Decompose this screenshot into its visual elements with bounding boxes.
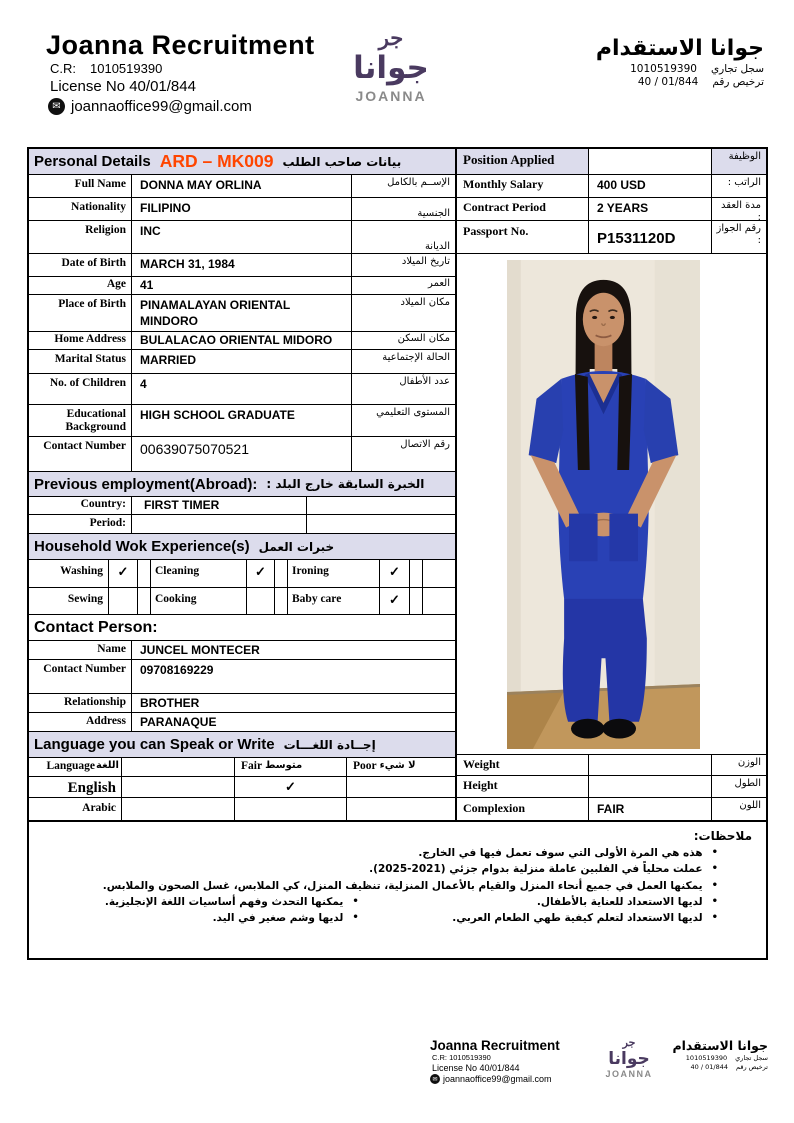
agency-title: Joanna Recruitment — [46, 30, 315, 60]
field-row-marital-status — [29, 350, 455, 374]
language-label: English — [29, 777, 122, 797]
previous-employment-title-arabic: الخبرة السابقة خارج البلد : — [266, 477, 425, 491]
previous-employment-title: Previous employment(Abroad): — [34, 475, 258, 493]
field-value: MARCH 31, 1984 — [132, 254, 352, 276]
note-bullet — [419, 894, 752, 910]
bullet-icon: • — [352, 912, 359, 924]
commercial-record-arabic — [596, 63, 764, 75]
field-value: 09708169229 — [140, 663, 214, 677]
contact-person-title: Contact Person: — [34, 618, 158, 636]
field-empty — [307, 497, 455, 514]
commercial-record — [50, 61, 315, 76]
field-value: FILIPINO — [132, 198, 352, 220]
field-value: HIGH SCHOOL GRADUATE — [132, 405, 352, 436]
field-label-arabic: تاريخ الميلاد — [401, 256, 450, 267]
checkbox-washing: ✓ — [109, 560, 138, 587]
filler-cell — [422, 560, 455, 587]
field-label: Age — [29, 277, 132, 294]
footer-agency-title-arabic: جوانا الاستقدام — [672, 1038, 768, 1053]
field-label: Passport No. — [457, 221, 589, 253]
note-bullet — [43, 861, 752, 877]
field-label: Marital Status — [29, 350, 132, 373]
experience-row-2 — [29, 588, 455, 615]
field-value: 41 — [132, 277, 352, 294]
field-row-contact-number — [29, 437, 455, 472]
footer-agency-info-arabic — [668, 1038, 768, 1071]
field-label-arabic: الديانة — [424, 241, 450, 252]
checkbox-english-poor — [347, 777, 455, 797]
language-col-header — [29, 758, 122, 776]
field-label: Full Name — [29, 175, 132, 197]
language-cell-empty — [122, 777, 235, 797]
footer-license-label-ar: ترخيص رقم — [736, 1063, 768, 1071]
field-value: 00639075070521 — [132, 437, 352, 471]
field-value — [589, 149, 712, 174]
agency-title-arabic: جوانا الاستقدام — [595, 36, 764, 61]
cr-label-ar: سجل تجاري — [710, 63, 764, 76]
col-poor-en: Poor — [353, 760, 377, 772]
footer-agency-info — [430, 1038, 590, 1084]
language-col-empty — [122, 758, 235, 776]
footer-cr-arabic — [668, 1054, 768, 1062]
field-row-position-applied — [457, 149, 766, 175]
field-label-arabic: الحالة الإجتماعية — [382, 352, 450, 363]
field-label: Name — [29, 641, 132, 659]
field-value: DONNA MAY ORLINA — [132, 175, 352, 197]
experience-label: Cleaning — [148, 560, 247, 587]
field-row-age — [29, 277, 455, 295]
note-text: يمكنها العمل في جميع أنحاء المنزل والقيام بالأعمال المنزلية، تنظيف المنزل، كي الملابس، غسل الصحون والملابس. — [102, 879, 703, 892]
fair-col-header — [235, 758, 347, 776]
field-label-arabic: رقم الجواز : — [716, 222, 761, 246]
field-row-passport — [457, 221, 766, 254]
field-value — [589, 755, 712, 775]
household-experience-title-arabic: خبرات العمل — [258, 539, 335, 554]
license-number-arabic — [596, 76, 764, 88]
field-row-full-name — [29, 175, 455, 198]
field-label-arabic: الإســم بالكامل — [387, 177, 450, 188]
field-label: No. of Children — [29, 374, 132, 404]
bullet-icon: • — [711, 912, 718, 924]
field-label: Period: — [29, 515, 132, 533]
notes-title: ملاحظات: — [693, 829, 752, 843]
field-value: BULALACAO ORIENTAL MIDORO — [132, 332, 352, 349]
field-value: PINAMALAYAN ORIENTAL MINDORO — [132, 295, 352, 331]
field-label: Address — [29, 713, 132, 731]
field-value: 2 YEARS — [589, 198, 712, 220]
email-icon: ✉ — [48, 98, 65, 115]
language-row-arabic — [29, 798, 455, 822]
checkbox-sewing — [109, 588, 138, 614]
field-label: Country: — [29, 497, 132, 514]
field-value: FIRST TIMER — [132, 497, 307, 514]
footer-commercial-record — [432, 1053, 590, 1062]
notes-section — [29, 822, 766, 958]
field-label-arabic: الطول — [734, 778, 761, 790]
field-label: Contact Number — [29, 660, 132, 693]
field-row-period — [29, 515, 455, 534]
field-label-arabic: الوزن — [737, 757, 761, 769]
applicant-code: ARD – MK009 — [159, 151, 274, 171]
field-value: FAIR — [589, 798, 712, 820]
field-label-arabic: الراتب : — [727, 176, 761, 188]
footer-license: License No 40/01/844 — [432, 1063, 520, 1073]
experience-label: Cooking — [148, 588, 247, 614]
field-row-weight — [457, 755, 766, 776]
field-value — [132, 515, 307, 533]
language-title-arabic: إجــادة اللغـــات — [283, 737, 376, 752]
field-row-home-address — [29, 332, 455, 350]
agency-email-row — [48, 98, 315, 115]
field-label: Complexion — [457, 798, 589, 820]
field-label: Contact Number — [29, 437, 132, 471]
agency-logo — [336, 28, 446, 104]
field-value: INC — [132, 221, 352, 253]
position-column — [457, 149, 766, 820]
page-header — [40, 26, 764, 140]
checkbox-cleaning: ✓ — [247, 560, 275, 587]
field-row-monthly-salary — [457, 175, 766, 198]
license-number: License No 40/01/844 — [50, 78, 196, 95]
note-bullet — [43, 845, 752, 861]
field-label-arabic: الوظيفة — [712, 149, 766, 174]
cr-value: 1010519390 — [90, 61, 163, 76]
bullet-icon: • — [352, 895, 359, 907]
household-experience-header — [29, 534, 455, 560]
experience-label: Ironing — [285, 560, 380, 587]
footer-cr-value-ar: 1010519390 — [685, 1054, 728, 1062]
field-label: Monthly Salary — [457, 175, 589, 197]
note-text: لديها الاستعداد لتعلم كيفية طهي الطعام العربي. — [452, 912, 703, 925]
field-label: Position Applied — [457, 149, 589, 174]
field-row-religion — [29, 221, 455, 254]
checkbox-cooking — [247, 588, 275, 614]
language-row-english — [29, 777, 455, 798]
bullet-icon: • — [711, 895, 718, 907]
footer-cr-label: C.R: — [432, 1053, 447, 1062]
language-cell-empty — [122, 798, 235, 822]
bullet-icon: • — [711, 879, 718, 891]
cr-label: C.R: — [50, 61, 76, 76]
checkbox-arabic-fair — [235, 798, 347, 822]
field-label: Home Address — [29, 332, 132, 349]
logo-mark-icon: جر — [622, 1037, 636, 1049]
field-label: Educational Background — [29, 405, 132, 436]
note-text: لديها الاستعداد للعناية بالأطفال. — [536, 895, 703, 908]
bullet-icon: • — [711, 847, 718, 858]
note-text: هذه هي المرة الأولى التي سوف تعمل فيها في الخارج. — [418, 847, 703, 859]
field-row-place-of-birth — [29, 295, 455, 332]
field-label-arabic: مكان الميلاد — [400, 297, 450, 308]
applicant-photo-graphic — [507, 260, 700, 749]
note-text: عملت محلياً في الفلبين عاملة منزلية بدوام جزئي (2021-2025). — [369, 863, 703, 876]
col-language-ar: اللغة — [96, 760, 119, 771]
field-value: JUNCEL MONTECER — [140, 643, 260, 657]
applicant-photo — [507, 260, 700, 749]
col-poor-ar: لا شيء — [379, 760, 416, 771]
footer-license-value-ar: 40 / 01/844 — [690, 1063, 729, 1071]
field-value: 400 USD — [589, 175, 712, 197]
footer-license-arabic — [668, 1063, 768, 1071]
note-bullet — [419, 910, 752, 926]
footer-email: joannaoffice99@gmail.com — [443, 1074, 552, 1084]
logo-mark-icon: جر — [378, 27, 404, 50]
footer-cr-label-ar: سجل تجاري — [735, 1054, 768, 1062]
license-value-ar: 40 / 01/844 — [637, 76, 699, 89]
field-row-country — [29, 497, 455, 515]
language-title: Language you can Speak or Write — [34, 736, 275, 753]
personal-details-title-arabic: بيانات صاحب الطلب — [282, 154, 402, 169]
field-label: Contract Period — [457, 198, 589, 220]
field-row-contract-period — [457, 198, 766, 221]
language-columns-row — [29, 758, 455, 777]
field-label-arabic: عدد الأطفال — [399, 376, 450, 387]
previous-employment-header — [29, 472, 455, 497]
field-label-arabic: اللون — [739, 800, 761, 812]
logo-latin-wordmark: JOANNA — [355, 87, 427, 104]
field-value: PARANAQUE — [140, 715, 217, 729]
field-label-arabic: مكان السكن — [397, 333, 450, 344]
personal-details-title: Personal Details — [34, 153, 151, 170]
note-text: لديها وشم صغير في اليد. — [212, 912, 344, 925]
col-fair-ar: متوسط — [265, 760, 303, 771]
field-label: Religion — [29, 221, 132, 253]
footer-email-row — [430, 1074, 590, 1084]
field-value: BROTHER — [140, 696, 200, 710]
note-bullet — [43, 910, 419, 926]
col-language-en: Language — [46, 760, 96, 772]
contact-person-header — [29, 615, 455, 641]
field-label: Weight — [457, 755, 589, 775]
field-label: Date of Birth — [29, 254, 132, 276]
poor-col-header — [347, 758, 455, 776]
checkbox-arabic-poor — [347, 798, 455, 822]
agency-info-block — [46, 30, 315, 115]
field-label-arabic: الجنسية — [417, 208, 450, 219]
experience-row-1 — [29, 560, 455, 588]
photo-cell — [457, 254, 766, 755]
filler-cell — [422, 588, 455, 614]
field-row-date-of-birth — [29, 254, 455, 277]
field-value: P1531120D — [589, 221, 712, 253]
checkbox-ironing: ✓ — [380, 560, 410, 587]
applicant-form — [27, 147, 768, 960]
bullet-icon: • — [711, 863, 718, 875]
field-empty — [307, 515, 455, 533]
experience-label: Washing — [29, 560, 109, 587]
footer-logo — [598, 1038, 660, 1079]
field-row-cp-address — [29, 713, 455, 732]
footer-agency-title: Joanna Recruitment — [430, 1038, 560, 1053]
checkbox-english-fair: ✓ — [235, 777, 347, 797]
field-row-education — [29, 405, 455, 437]
agency-info-arabic — [596, 36, 764, 88]
field-value: MARRIED — [132, 350, 352, 373]
field-row-cp-name — [29, 641, 455, 660]
field-row-height — [457, 776, 766, 798]
field-row-children — [29, 374, 455, 405]
col-fair-en: Fair — [241, 760, 263, 772]
footer-cr-value: 1010519390 — [449, 1053, 491, 1062]
checkbox-babycare: ✓ — [380, 588, 410, 614]
logo-arabic-wordmark: جوانا — [608, 1049, 650, 1069]
experience-label: Baby care — [285, 588, 380, 614]
field-label-arabic: المستوى التعليمي — [376, 407, 450, 418]
email-icon: ✉ — [430, 1074, 440, 1084]
field-value — [589, 776, 712, 797]
field-row-cp-number — [29, 660, 455, 694]
agency-email: joannaoffice99@gmail.com — [71, 98, 252, 115]
personal-details-header — [29, 149, 455, 175]
note-bullet-pair — [43, 910, 752, 926]
field-label: Place of Birth — [29, 295, 132, 331]
field-label-arabic: رقم الاتصال — [400, 439, 450, 450]
field-row-cp-relationship — [29, 694, 455, 713]
experience-label: Sewing — [29, 588, 109, 614]
household-experience-title: Household Wok Experience(s) — [34, 538, 250, 555]
field-row-nationality — [29, 198, 455, 221]
note-bullet-pair — [43, 894, 752, 910]
field-label: Nationality — [29, 198, 132, 220]
logo-latin-wordmark: JOANNA — [605, 1069, 653, 1080]
note-bullet — [43, 878, 752, 894]
field-label-arabic: مدة العقد : — [721, 199, 761, 220]
field-label: Relationship — [29, 694, 132, 712]
license-label-ar: ترخيص رقم — [712, 76, 764, 89]
field-row-complexion — [457, 798, 766, 820]
language-header — [29, 732, 455, 758]
field-label: Height — [457, 776, 589, 797]
note-text: يمكنها التحدث وفهم أساسيات اللغة الإنجليزية. — [104, 895, 344, 908]
personal-details-column — [29, 149, 457, 820]
field-label-arabic: العمر — [428, 278, 450, 289]
field-value: 4 — [132, 374, 352, 404]
cr-value-ar: 1010519390 — [630, 63, 697, 76]
logo-arabic-wordmark: جوانا — [353, 50, 429, 86]
language-label: Arabic — [29, 798, 122, 822]
note-bullet — [43, 894, 419, 910]
page-footer — [430, 1038, 768, 1084]
